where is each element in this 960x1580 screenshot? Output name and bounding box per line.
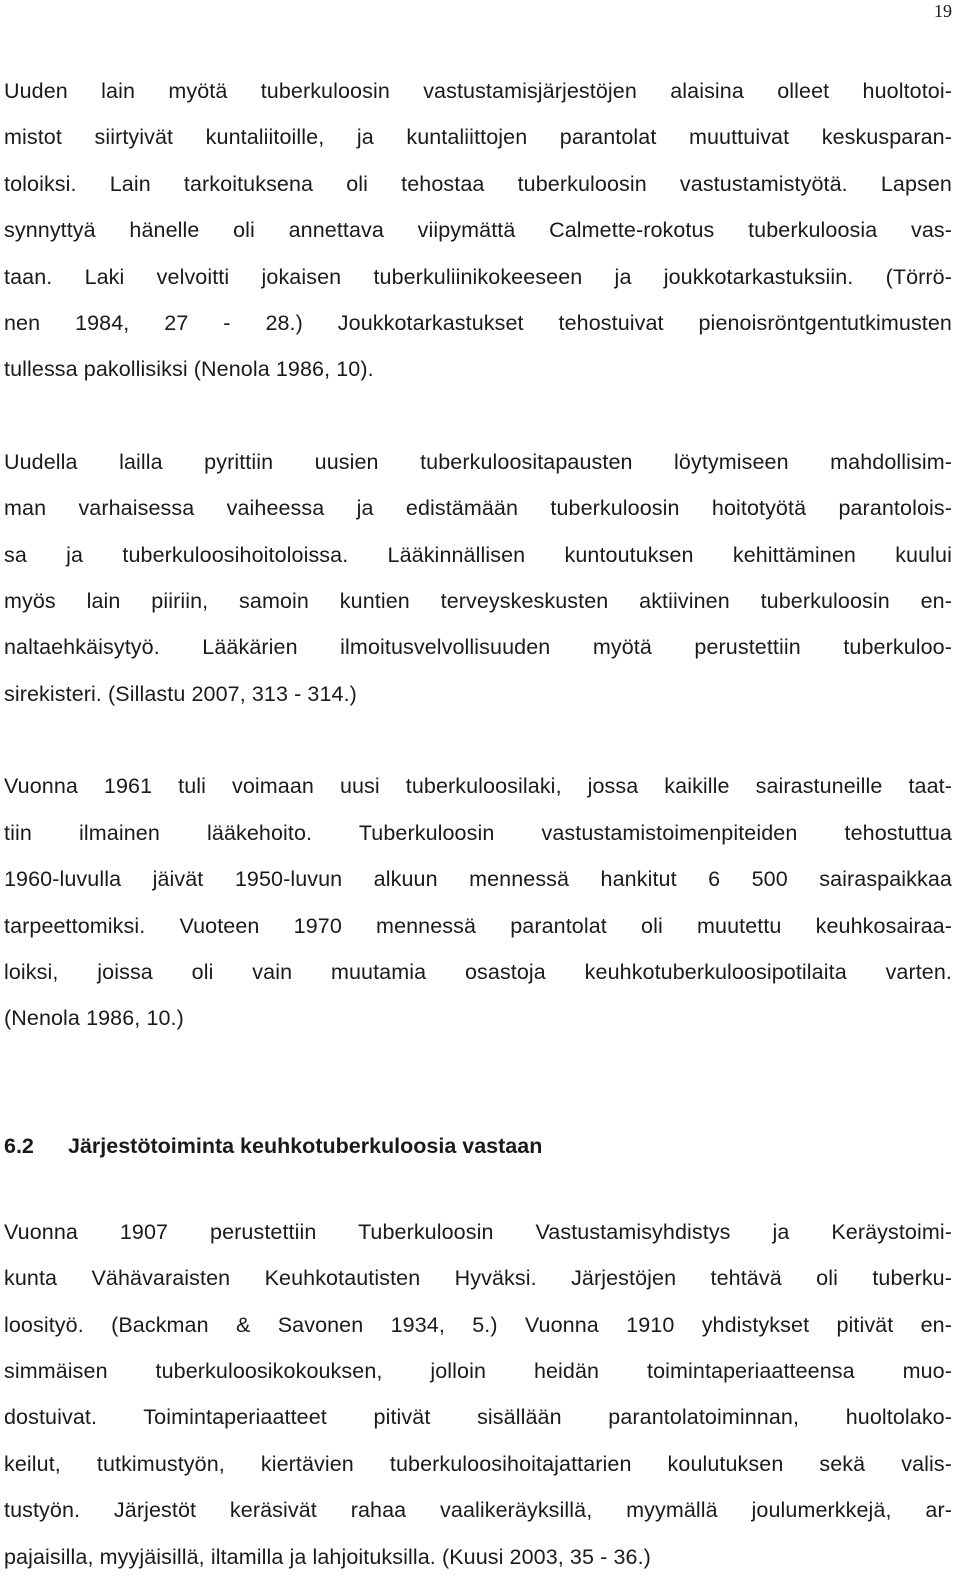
text-line: tiin ilmainen lääkehoito. Tuberkuloosin vastustamistoimenpiteiden tehostuttua [4, 820, 952, 845]
paragraph-spacer [4, 717, 952, 763]
section-spacer [4, 1042, 952, 1123]
text-line: man varhaisessa vaiheessa ja edistämään tuberkuloosin hoitotyötä parantolois- [4, 496, 952, 521]
text-line: nen 1984, 27 - 28.) Joukkotarkastukset tehostuivat pienoisröntgentutkimusten [4, 311, 952, 336]
text-line: dostuivat. Toimintaperiaatteet pitivät sisällään parantolatoiminnan, huoltolako- [4, 1405, 952, 1430]
text-line: simmäisen tuberkuloosikokouksen, jolloin heidän toimintaperiaatteensa muo- [4, 1358, 952, 1383]
text-line: tustyön. Järjestöt keräsivät rahaa vaalikeräyksillä, myymällä joulumerkkejä, ar- [4, 1498, 952, 1523]
text-line: Uuden lain myötä tuberkuloosin vastustamisjärjestöjen alaisina olleet huoltotoi- [4, 79, 952, 103]
paragraph-spacer [4, 393, 952, 439]
text-line: mistot siirtyivät kuntaliitoille, ja kuntaliittojen parantolat muuttuivat keskusparan- [4, 125, 952, 150]
text-line: loosityö. (Backman & Savonen 1934, 5.) Vuonna 1910 yhdistykset pitivät en- [4, 1312, 952, 1337]
text-line: naltaehkäisytyö. Lääkärien ilmoitusvelvollisuuden myötä perustettiin tuberkuloo- [4, 635, 952, 660]
text-line: pajaisilla, myyjäisillä, iltamilla ja lahjoituksilla. (Kuusi 2003, 35 - 36.) [4, 1544, 651, 1569]
section-title: Järjestötoiminta keuhkotuberkuloosia vastaan [68, 1133, 543, 1158]
page-number: 19 [934, 1, 952, 21]
document-body [4, 68, 952, 1580]
text-line: myös lain piiriin, samoin kuntien terveyskeskusten aktiivinen tuberkuloosin en- [4, 589, 952, 614]
paragraph-4 [4, 1209, 952, 1580]
text-line: loiksi, joissa oli vain muutamia osastoja keuhkotuberkuloosipotilaita varten. [4, 959, 952, 984]
text-line: sirekisteri. (Sillastu 2007, 313 - 314.) [4, 681, 357, 706]
text-line: kunta Vähävaraisten Keuhkotautisten Hyväksi. Järjestöjen tehtävä oli tuberku- [4, 1266, 952, 1291]
section-heading [4, 1123, 952, 1169]
text-line: 1960-luvulla jäivät 1950-luvun alkuun mennessä hankitut 6 500 sairaspaikkaa [4, 867, 952, 892]
text-line: toloiksi. Lain tarkoituksena oli tehostaa tuberkuloosin vastustamistyötä. Lapsen [4, 171, 952, 196]
text-line: taan. Laki velvoitti jokaisen tuberkuliinikokeeseen ja joukkotarkastuksiin. (Törrö- [4, 264, 952, 289]
text-line: (Nenola 1986, 10.) [4, 1006, 184, 1031]
text-line: Vuonna 1961 tuli voimaan uusi tuberkuloosilaki, jossa kaikille sairastuneille taat- [4, 774, 952, 799]
text-line: Vuonna 1907 perustettiin Tuberkuloosin Vastustamisyhdistys ja Keräystoimi- [4, 1219, 952, 1244]
text-line: synnyttyä hänelle oli annettava viipymättä Calmette-rokotus tuberkuloosia vas- [4, 218, 952, 243]
text-line: tullessa pakollisiksi (Nenola 1986, 10). [4, 357, 374, 382]
section-number: 6.2 [4, 1133, 34, 1158]
paragraph-3 [4, 763, 952, 1041]
text-line: Uudella lailla pyrittiin uusien tuberkuloositapausten löytymiseen mahdollisim- [4, 449, 952, 474]
text-line: keilut, tutkimustyön, kiertävien tuberkuloosihoitajattarien koulutuksen sekä valis- [4, 1451, 952, 1476]
text-line: tarpeettomiksi. Vuoteen 1970 mennessä parantolat oli muutettu keuhkosairaa- [4, 913, 952, 938]
paragraph-2 [4, 439, 952, 717]
paragraph-1 [4, 68, 952, 393]
heading-spacer [4, 1169, 952, 1209]
text-line: sa ja tuberkuloosihoitoloissa. Lääkinnällisen kuntoutuksen kehittäminen kuului [4, 542, 952, 567]
